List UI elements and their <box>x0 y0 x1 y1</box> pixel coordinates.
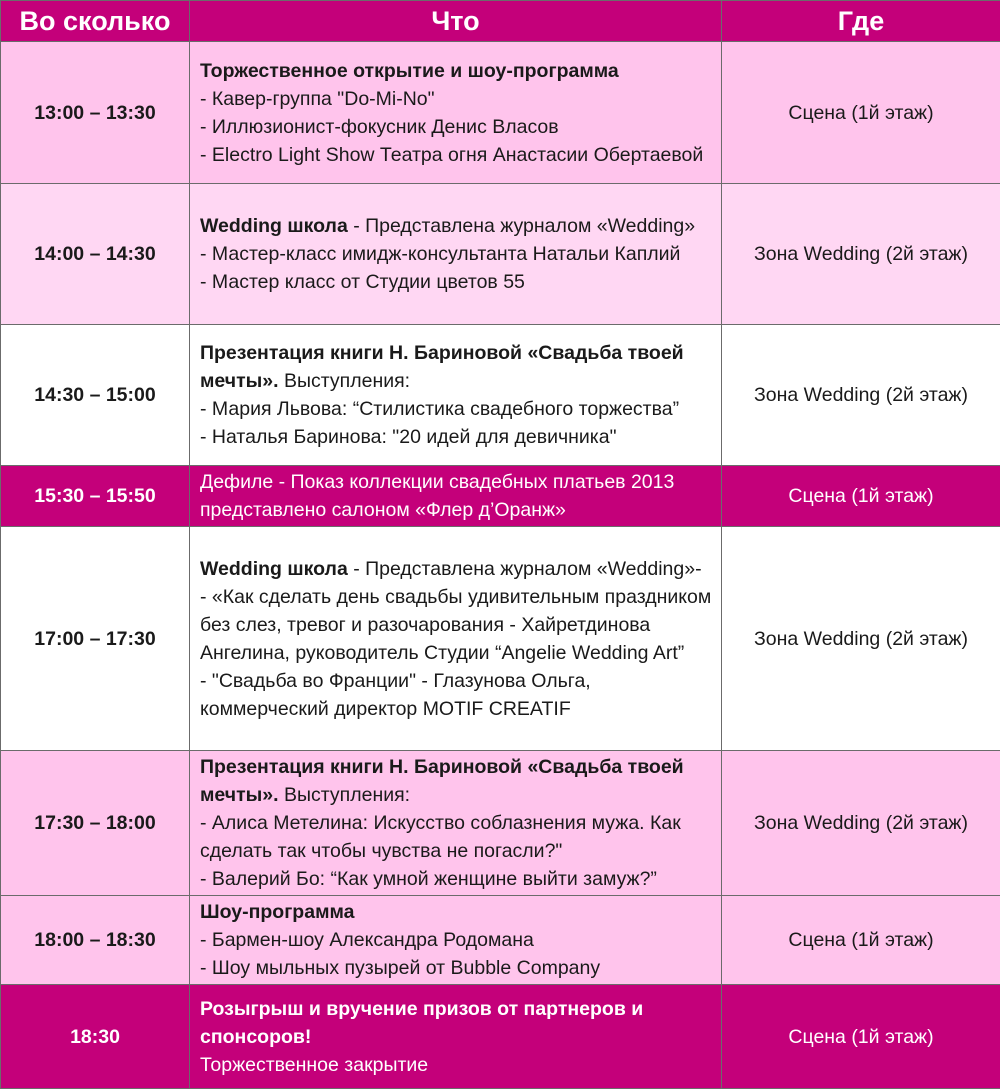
row-time: 17:30 – 18:00 <box>1 751 190 896</box>
schedule-row <box>1 896 1000 985</box>
row-line: - Electro Light Show Театра огня Анастасии Обертаевой <box>200 141 713 169</box>
schedule-row <box>1 325 1000 466</box>
row-line: - «Как сделать день свадьбы удивительным праздником без слез, тревог и разочарования - Хайретдинова Ангелина, руководитель Студии “Angelie Wedding Art” <box>200 583 713 667</box>
row-title-line <box>200 212 713 240</box>
row-what <box>190 985 722 1089</box>
row-title-line <box>200 555 713 583</box>
row-title: Wedding школа <box>200 558 348 580</box>
header-what: Что <box>190 1 722 42</box>
row-where: Сцена (1й этаж) <box>722 985 1000 1089</box>
row-what <box>190 325 722 466</box>
row-line: - Наталья Баринова: "20 идей для девичника" <box>200 423 713 451</box>
row-line: - "Свадьба во Франции" - Глазунова Ольга, коммерческий директор MOTIF CREATIF <box>200 667 713 723</box>
row-what <box>190 184 722 325</box>
row-title: Wedding школа <box>200 215 348 237</box>
row-line: - Мастер класс от Студии цветов 55 <box>200 268 713 296</box>
row-where: Сцена (1й этаж) <box>722 896 1000 985</box>
schedule-row <box>1 184 1000 325</box>
row-title-rest: Выступления: <box>279 370 411 392</box>
row-line: - Алиса Метелина: Искусство соблазнения мужа. Как сделать так чтобы чувства не погасли?" <box>200 809 713 865</box>
row-title: Шоу-программа <box>200 898 713 926</box>
row-title-line <box>200 753 713 809</box>
row-line: Торжественное закрытие <box>200 1051 713 1079</box>
row-what <box>190 527 722 751</box>
row-line: Дефиле - Показ коллекции свадебных платьев 2013 представлено салоном «Флер д’Оранж» <box>200 468 713 524</box>
row-where: Зона Wedding (2й этаж) <box>722 325 1000 466</box>
row-where: Зона Wedding (2й этаж) <box>722 527 1000 751</box>
row-where: Сцена (1й этаж) <box>722 42 1000 184</box>
row-title-rest: - Представлена журналом «Wedding» <box>348 215 695 237</box>
row-what <box>190 466 722 527</box>
row-title-rest: - Представлена журналом «Wedding»- <box>348 558 702 580</box>
row-time: 17:00 – 17:30 <box>1 527 190 751</box>
header-time: Во сколько <box>1 1 190 42</box>
row-what <box>190 751 722 896</box>
row-line: - Валерий Бо: “Как умной женщине выйти замуж?” <box>200 865 713 893</box>
header-row <box>1 1 1000 42</box>
row-where: Зона Wedding (2й этаж) <box>722 184 1000 325</box>
row-line: - Шоу мыльных пузырей от Bubble Company <box>200 954 713 982</box>
row-title-line <box>200 339 713 395</box>
schedule-row <box>1 42 1000 184</box>
row-time: 18:00 – 18:30 <box>1 896 190 985</box>
row-line: - Бармен-шоу Александра Родомана <box>200 926 713 954</box>
header-where: Где <box>722 1 1000 42</box>
row-where: Сцена (1й этаж) <box>722 466 1000 527</box>
row-title: Презентация книги Н. Бариновой «Свадьба твоей мечты». <box>200 342 684 392</box>
schedule-row <box>1 466 1000 527</box>
schedule-row <box>1 751 1000 896</box>
row-time: 15:30 – 15:50 <box>1 466 190 527</box>
row-time: 18:30 <box>1 985 190 1089</box>
row-title: Розыгрыш и вручение призов от партнеров и спонсоров! <box>200 995 713 1051</box>
row-what <box>190 896 722 985</box>
row-title-rest: Выступления: <box>279 784 411 806</box>
schedule-row <box>1 527 1000 751</box>
row-where: Зона Wedding (2й этаж) <box>722 751 1000 896</box>
row-time: 14:00 – 14:30 <box>1 184 190 325</box>
row-line: - Кавер-группа "Do-Mi-No" <box>200 85 713 113</box>
row-time: 14:30 – 15:00 <box>1 325 190 466</box>
row-line: - Иллюзионист-фокусник Денис Власов <box>200 113 713 141</box>
schedule-row <box>1 985 1000 1089</box>
row-time: 13:00 – 13:30 <box>1 42 190 184</box>
row-what <box>190 42 722 184</box>
row-title: Торжественное открытие и шоу-программа <box>200 57 713 85</box>
row-line: - Мария Львова: “Стилистика свадебного торжества” <box>200 395 713 423</box>
row-title: Презентация книги Н. Бариновой «Свадьба твоей мечты». <box>200 756 684 806</box>
row-line: - Мастер-класс имидж-консультанта Натальи Каплий <box>200 240 713 268</box>
